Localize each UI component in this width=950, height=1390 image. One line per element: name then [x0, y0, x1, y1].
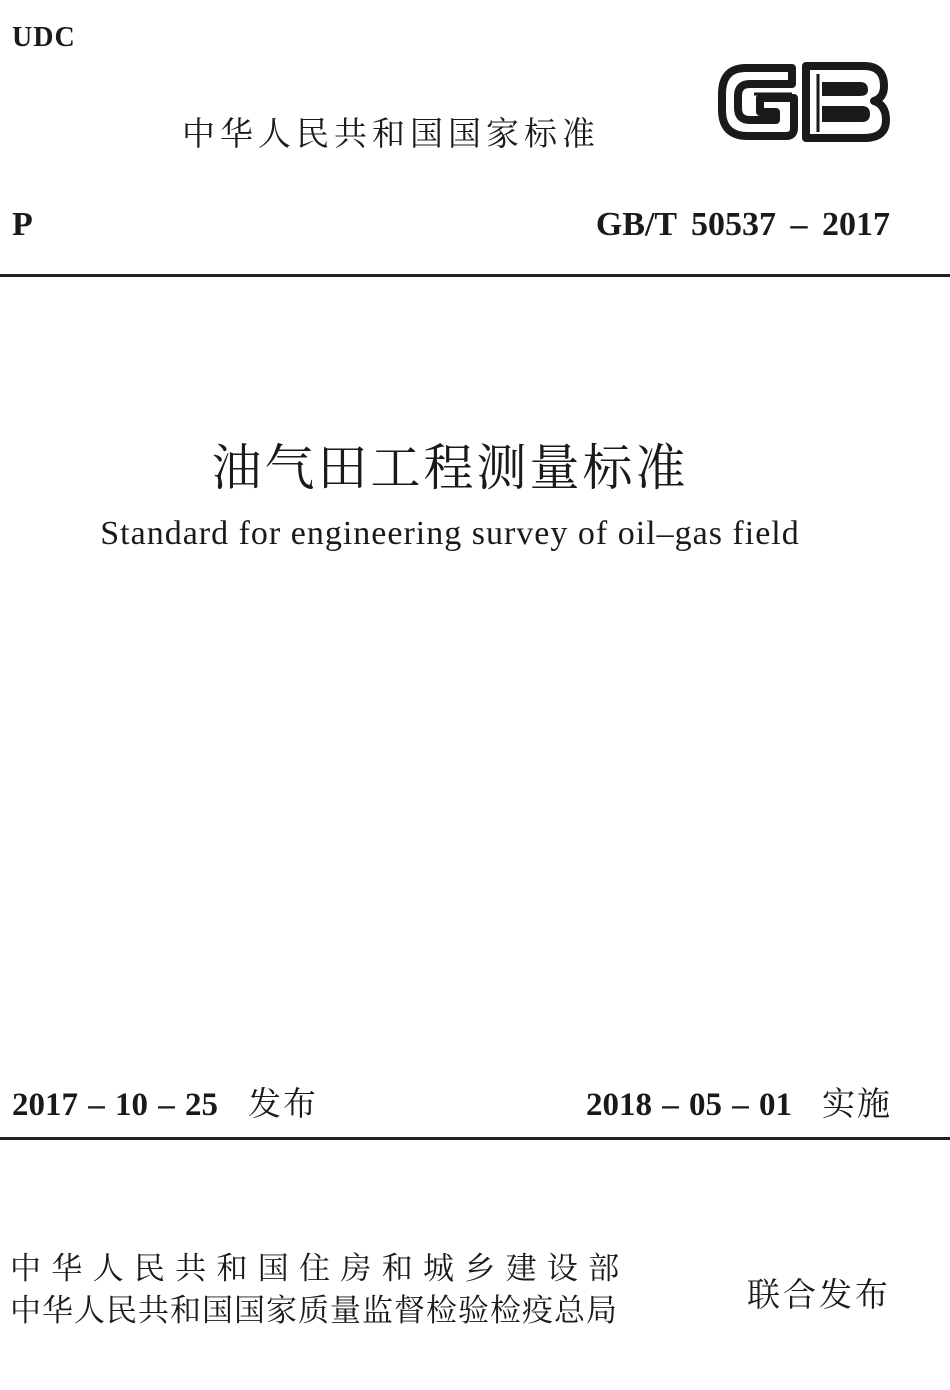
- joint-issue-label: 联合发布: [747, 1275, 891, 1314]
- top-divider: [0, 274, 950, 277]
- implementation-label: 实施: [822, 1084, 892, 1123]
- title-chinese: 油气田工程测量标准: [211, 439, 689, 497]
- issue-date-line: [12, 1078, 318, 1125]
- classification-code: P: [12, 206, 33, 243]
- issuer-aqsiq: 中华人民共和国国家质量监督检验检疫总局: [10, 1293, 618, 1329]
- issuer-ministry-housing: 中华人民共和国住房和城乡建设部: [10, 1251, 630, 1287]
- gb-logo-icon: [714, 54, 892, 148]
- implementation-date: 2018 – 05 – 01: [586, 1087, 792, 1123]
- issue-date: 2017 – 10 – 25: [12, 1087, 218, 1123]
- bottom-divider: [0, 1137, 950, 1140]
- title-english: Standard for engineering survey of oil–gas field: [100, 515, 800, 552]
- standard-number: GB/T 50537 – 2017: [595, 206, 890, 243]
- implementation-date-line: [586, 1078, 892, 1125]
- issue-label: 发布: [248, 1084, 318, 1123]
- national-standard-heading: 中华人民共和国国家标准: [182, 114, 600, 153]
- issuing-authorities: [10, 1248, 630, 1332]
- udc-label: UDC: [12, 22, 76, 53]
